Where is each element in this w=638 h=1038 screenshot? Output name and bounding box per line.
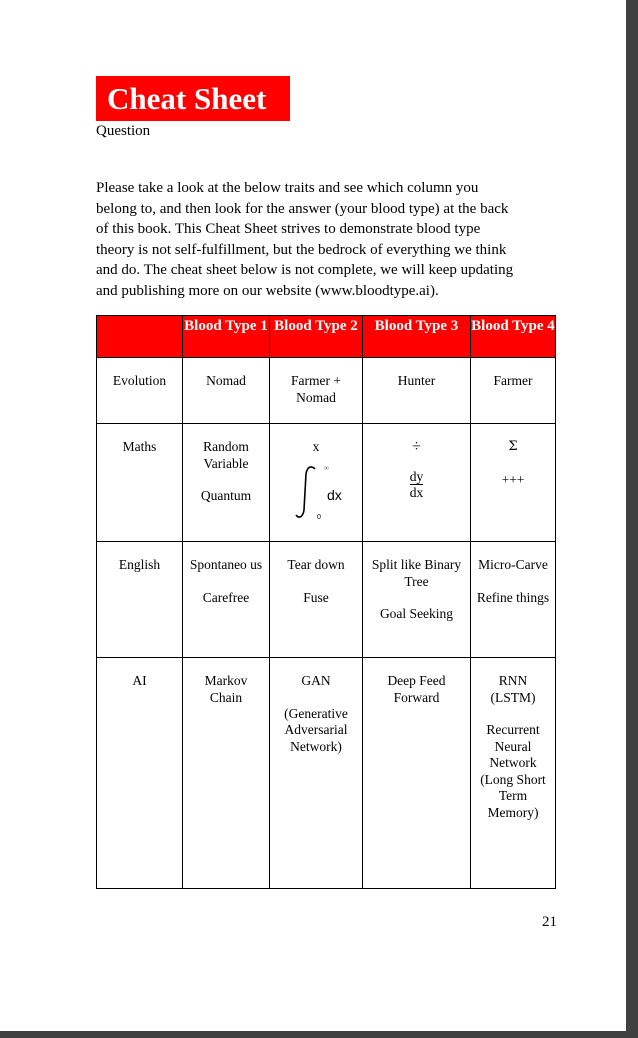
- integral-dx: dx: [327, 486, 342, 503]
- subtitle: Question: [96, 123, 151, 139]
- cell-evolution-bt2: Farmer + Nomad: [270, 358, 363, 424]
- title-banner: [96, 76, 290, 121]
- sigma-symbol: Σ: [508, 439, 518, 454]
- cell-english-bt2: [270, 542, 363, 658]
- cell-ai-bt1: Markov Chain: [183, 658, 270, 889]
- division-symbol: ÷: [412, 438, 421, 455]
- table-header-row: [97, 316, 556, 358]
- english-bt4-micro-carve: Micro-Carve: [478, 557, 548, 572]
- cell-maths-bt2: [270, 424, 363, 542]
- fraction-denominator: dx: [409, 485, 424, 500]
- english-bt2-fuse: Fuse: [303, 589, 329, 605]
- cell-ai-bt4: [471, 658, 556, 889]
- row-label-ai: AI: [97, 658, 183, 889]
- cell-maths-bt3: [363, 424, 471, 542]
- fraction-numerator: dy: [409, 469, 424, 484]
- derivative-fraction: [410, 470, 424, 501]
- integral-upper-limit: ∞: [324, 463, 329, 472]
- table-row-maths: [97, 424, 556, 542]
- cell-evolution-bt1: Nomad: [183, 358, 270, 424]
- integral-symbol: [286, 464, 346, 522]
- cell-evolution-bt3: Hunter: [363, 358, 471, 424]
- maths-bt1-random-variable: Random Variable: [203, 439, 249, 471]
- intro-paragraph: Please take a look at the below traits and see which column you belong to, and then look for the answer (your blood type) at the back of this book. This Cheat Sheet strives to demonstrate blood type theory is not self-fulfillment, but the bedrock of everything we think and do. The cheat sheet below is not complete, we will keep updating and publishing more on our website (www.bloodtype.ai).: [96, 180, 514, 299]
- english-bt4-refine: Refine things: [476, 589, 550, 605]
- integral-lower-limit: 0: [317, 513, 321, 521]
- cell-english-bt1: [183, 542, 270, 658]
- maths-bt2-x: x: [312, 439, 320, 454]
- english-bt3-split: Split like Binary Tree: [371, 557, 462, 589]
- header-cell-blood-type-1: Blood Type 1: [183, 316, 270, 358]
- header-cell-empty: [97, 316, 183, 358]
- ai-bt2-gan: GAN: [301, 673, 331, 688]
- table-row-evolution: [97, 358, 556, 424]
- ai-bt4-rnn-full: Recurrent Neural Network (Long Short Term Memory): [480, 722, 546, 820]
- table-row-ai: [97, 658, 556, 889]
- english-bt1-spontaneous: Spontaneo us: [189, 557, 263, 572]
- cell-maths-bt4: [471, 424, 556, 542]
- row-label-evolution: Evolution: [97, 358, 183, 424]
- cell-english-bt3: [363, 542, 471, 658]
- maths-bt1-quantum: Quantum: [200, 488, 252, 503]
- table-row-english: [97, 542, 556, 658]
- header-cell-blood-type-4: Blood Type 4: [471, 316, 556, 358]
- cell-ai-bt3: Deep Feed Forward: [363, 658, 471, 889]
- ai-bt2-gan-full: (Generative Adversarial Network): [284, 705, 348, 754]
- cell-maths-bt1: [183, 424, 270, 542]
- row-label-english: English: [97, 542, 183, 658]
- english-bt3-goal-seeking: Goal Seeking: [379, 606, 454, 621]
- cell-evolution-bt4: Farmer: [471, 358, 556, 424]
- cell-ai-bt2: [270, 658, 363, 889]
- cell-english-bt4: [471, 542, 556, 658]
- english-bt2-tear-down: Tear down: [287, 557, 345, 572]
- header-cell-blood-type-2: Blood Type 2: [270, 316, 363, 358]
- row-label-maths: Maths: [97, 424, 183, 542]
- ai-bt4-rnn: RNN (LSTM): [490, 673, 536, 705]
- page-number: 21: [542, 914, 557, 930]
- header-cell-blood-type-3: Blood Type 3: [363, 316, 471, 358]
- maths-bt4-plus: +++: [501, 471, 525, 487]
- english-bt1-carefree: Carefree: [202, 589, 250, 605]
- cheat-sheet-table: [96, 315, 556, 889]
- page-title: Cheat Sheet: [107, 81, 267, 116]
